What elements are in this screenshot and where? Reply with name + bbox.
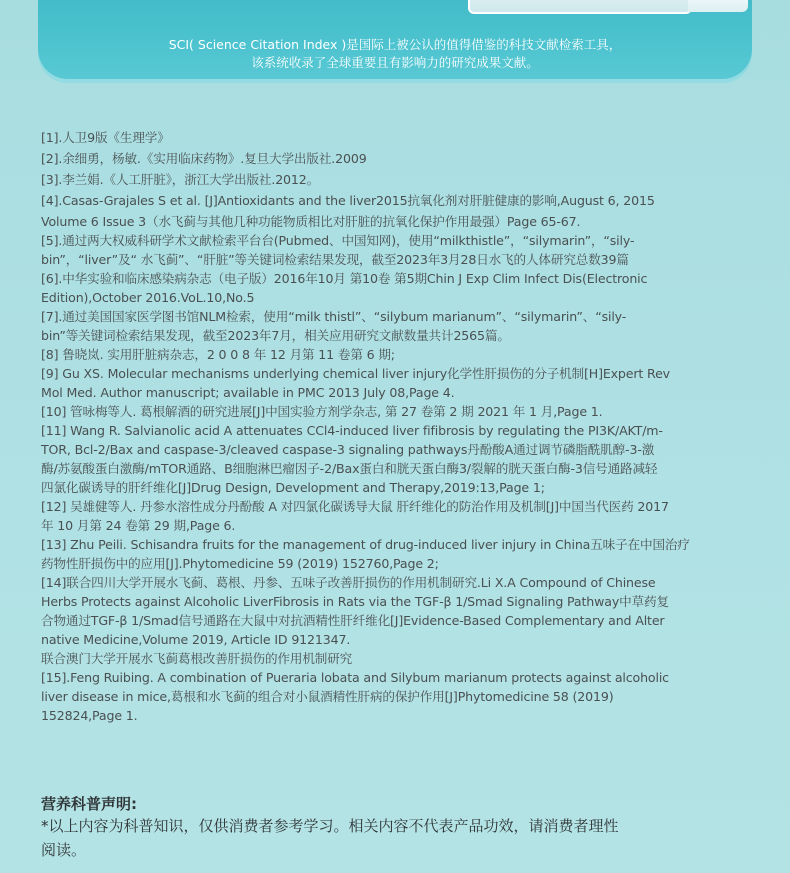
- reference-line: [4].Casas-Grajales S et al. [J]Antioxidants and the liver2015抗氧化剂对肝脏健康的影响,August 6, 2015: [41, 193, 655, 208]
- reference-line: [8] 鲁晓岚. 实用肝脏病杂志，2 0 0 8 年 12 月第 11 卷第 6 期;: [41, 347, 395, 362]
- banner-tab-graphic-right: [688, 0, 748, 12]
- reference-line: Volume 6 Issue 3（水飞蓟与其他几种功能物质相比对肝脏的抗氧化保护作用最强）Page 65-67.: [41, 214, 581, 229]
- reference-line: [10] 管咏梅等人. 葛根解酒的研究进展[J]中国实验方剂学杂志, 第 27 卷第 2 期 2021 年 1 月,Page 1.: [41, 404, 603, 419]
- reference-line: [2].余细勇，杨敏.《实用临床药物》.复旦大学出版社.2009: [41, 151, 367, 166]
- reference-line: Edition),October 2016.VoL.10,No.5: [41, 290, 255, 305]
- reference-line: 152824,Page 1.: [41, 708, 138, 723]
- banner-line-2: 该系统收录了全球重要且有影响力的研究成果文献。: [251, 55, 539, 70]
- disclaimer-line-1: *以上内容为科普知识，仅供消费者参考学习。相关内容不代表产品功效，请消费者理性: [41, 817, 619, 835]
- reference-line: Mol Med. Author manuscript; available in PMC 2013 July 08,Page 4.: [41, 385, 455, 400]
- reference-line: [7].通过美国国家医学图书馆NLM检索，使用“milk thistl”、“silybum marianum”、“silymarin”、“sily-: [41, 309, 627, 324]
- reference-line: [13] Zhu Peili. Schisandra fruits for the management of drug-induced liver injury in China五味子在中国治疗: [41, 537, 690, 552]
- reference-line: 联合澳门大学开展水飞蓟葛根改善肝损伤的作用机制研究: [41, 651, 353, 666]
- banner-tab-graphic: [468, 0, 692, 14]
- reference-line: [3].李兰娟.《人工肝脏》，浙江大学出版社.2012。: [41, 172, 320, 187]
- disclaimer-title: 营养科普声明:: [41, 795, 137, 813]
- reference-line: [1].人卫9版《生理学》: [41, 130, 170, 145]
- reference-line: TOR, Bcl-2/Bax and caspase-3/cleaved caspase-3 signaling pathways丹酚酸A通过调节磷脂酰肌醇-3-激: [41, 442, 655, 457]
- reference-line: [14]联合四川大学开展水飞蓟、葛根、丹参、五味子改善肝损伤的作用机制研究.Li X.A Compound of Chinese: [41, 575, 656, 590]
- reference-line: liver disease in mice,葛根和水飞蓟的组合对小鼠酒精性肝病的保护作用[J]Phytomedicine 58 (2019): [41, 689, 614, 704]
- banner-line-1: SCI( Science Citation Index )是国际上被公认的值得借鉴的科技文献检索工具，: [168, 37, 622, 52]
- header-banner: [38, 0, 752, 83]
- reference-line: 药物性肝损伤中的应用[J].Phytomedicine 59 (2019) 152760,Page 2;: [41, 556, 439, 571]
- reference-line: [9] Gu XS. Molecular mechanisms underlying chemical liver injury化学性肝损伤的分子机制[H]Expert Rev: [41, 366, 670, 381]
- reference-line: native Medicine,Volume 2019, Article ID 9121347.: [41, 632, 351, 647]
- reference-line: [11] Wang R. Salvianolic acid A attenuates CCl4-induced liver fifibrosis by regulating the PI3K/AKT/m-: [41, 423, 663, 438]
- reference-line: [15].Feng Ruibing. A combination of Pueraria lobata and Silybum marianum protects against alcoholic: [41, 670, 669, 685]
- disclaimer-line-2: 阅读。: [41, 841, 87, 859]
- reference-line: bin”等关键词检索结果发现，截至2023年7月，相关应用研究文献数量共计2565篇。: [41, 328, 510, 343]
- reference-list: [41, 128, 753, 725]
- reference-line: 四氯化碳诱导的肝纤维化[J]Drug Design, Development and Therapy,2019:13,Page 1;: [41, 480, 545, 495]
- reference-line: bin”，“liver”及“ 水飞蓟”、“肝脏”等关键词检索结果发现，截至2023年3月28日水飞的人体研究总数39篇: [41, 252, 629, 267]
- reference-line: 合物通过TGF-β 1/Smad信号通路在大鼠中对抗酒精性肝纤维化[J]Evidence-Based Complementary and Alter: [41, 613, 665, 628]
- reference-line: [5].通过两大权威科研学术文献检索平台台(Pubmed、中国知网)，使用“milkthistle”，“silymarin”，“sily-: [41, 233, 635, 248]
- reference-line: Herbs Protects against Alcoholic LiverFibrosis in Rats via the TGF-β 1/Smad Signaling Pathway中草药复: [41, 594, 669, 609]
- reference-line: 年 10 月第 24 卷第 29 期,Page 6.: [41, 518, 236, 533]
- reference-line: 酶/苏氨酸蛋白激酶/mTOR通路、B细胞淋巴瘤因子-2/Bax蛋白和胱天蛋白酶3/裂解的胱天蛋白酶-3信号通路减轻: [41, 461, 658, 476]
- reference-line: [6].中华实验和临床感染病杂志（电子版）2016年10月 第10卷 第5期Chin J Exp Clim Infect Dis(Electronic: [41, 271, 648, 286]
- reference-line: [12] 吴雄健等人. 丹参水溶性成分丹酚酸 A 对四氯化碳诱导大鼠 肝纤维化的防治作用及机制[J]中国当代医药 2017: [41, 499, 669, 514]
